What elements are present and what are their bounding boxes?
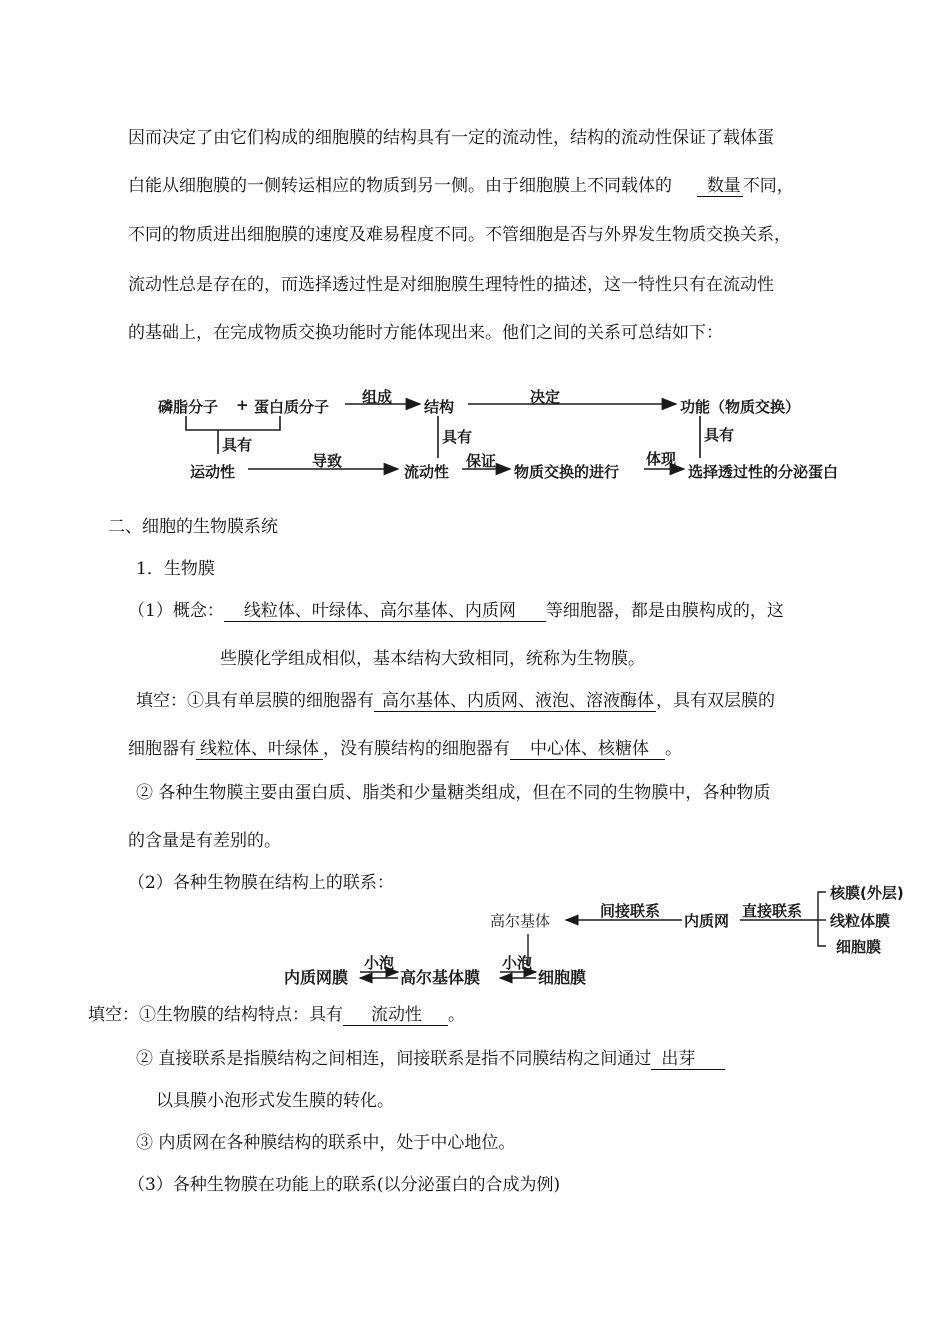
subheading-biomembrane: 1．生物膜 [136,559,215,579]
node-cell-membrane-top: 细胞膜 [836,938,882,956]
answer-double-membrane: 线粒体、叶绿体 [196,739,323,760]
node-golgi: 高尔基体 [490,912,551,930]
node-cell-membrane-bottom: 细胞膜 [538,968,587,987]
fill1-text-c: 细胞器有 [128,739,196,759]
node-selective: 选择透过性的分泌蛋白 [688,463,839,481]
concept-suffix: 等细胞器，都是由膜构成的，这 [545,601,784,621]
label-decide: 决定 [530,388,561,406]
answer-fluidity: 流动性 [343,1005,448,1026]
node-mito-membrane: 线粒体膜 [830,912,891,930]
concept-prefix: （1）概念： [128,601,224,621]
node-structure: 结构 [424,398,455,416]
fill3-line4: ③ 内质网在各种膜结构的联系中，处于中心地位。 [136,1133,516,1153]
node-protein: 蛋白质分子 [254,398,330,416]
label-have-1: 具有 [222,436,253,454]
fill2-line2: 的含量是有差别的。 [128,831,281,851]
answer-single-membrane: 高尔基体、内质网、液泡、溶液酶体 [374,691,656,712]
answer-quantity: 数量 [697,176,743,197]
subheading-structure-link: （2）各种生物膜在结构上的联系： [128,873,394,893]
label-direct: 直接联系 [742,902,803,920]
label-embody: 体现 [646,450,677,468]
fill3-text-c: ② 直接联系是指膜结构之间相连，间接联系是指不同膜结构之间通过 [136,1049,652,1069]
para1-line2-text: 白能从细胞膜的一侧转运相应的物质到另一侧。由于细胞膜上不同载体的 [128,176,672,196]
para1-line5: 的基础上，在完成物质交换功能时方能体现出来。他们之间的关系可总结如下： [128,323,723,343]
concept-line2: 些膜化学组成相似，基本结构大致相同，统称为生物膜。 [220,649,645,669]
node-motility: 运动性 [190,463,236,481]
fill3-line2 [136,1048,725,1070]
label-lead: 导致 [312,452,343,470]
answer-concept: 线粒体、叶绿体、高尔基体、内质网 [224,601,546,622]
node-nuclear-membrane: 核膜(外层) [830,884,904,902]
node-er: 内质网 [684,912,730,930]
node-fluidity: 流动性 [404,463,450,481]
para1-line4: 流动性总是存在的，而选择透过性是对细胞膜生理特性的描述，这一特性只有在流动性 [128,275,774,295]
fill1-text-a: 填空：①具有单层膜的细胞器有 [136,691,374,711]
fill3-text-a: 填空：①生物膜的结构特点：具有 [88,1005,343,1025]
label-vesicle-2: 小泡 [502,954,533,972]
node-plus: + [236,396,249,414]
fill3-text-b: 。 [448,1005,465,1025]
label-have-2: 具有 [442,428,473,446]
para1-line2-tail: 不同， [742,176,794,196]
fill3-line3: 以具膜小泡形式发生膜的转化。 [156,1091,394,1111]
subheading-function-link: （3）各种生物膜在功能上的联系(以分泌蛋白的合成为例) [128,1175,561,1195]
fill1-text-e: 。 [665,739,682,759]
label-compose: 组成 [362,388,393,406]
label-have-3: 具有 [704,426,735,444]
fill3-line1 [88,1004,465,1026]
answer-no-membrane: 中心体、核糖体 [510,739,665,760]
fill1-text-d: ，没有膜结构的细胞器有 [323,739,510,759]
para1-line3: 不同的物质进出细胞膜的速度及难易程度不同。不管细胞是否与外界发生物质交换关系， [128,225,791,245]
label-vesicle-1: 小泡 [364,954,395,972]
node-phospholipid: 磷脂分子 [158,398,219,416]
fill1-text-b: ，具有双层膜的 [656,691,775,711]
node-golgi-membrane: 高尔基体膜 [400,968,481,987]
section-heading: 二、细胞的生物膜系统 [108,517,278,537]
label-indirect: 间接联系 [600,902,661,920]
node-exchange: 物质交换的进行 [514,463,620,481]
fill2-line1: ② 各种生物膜主要由蛋白质、脂类和少量糖类组成，但在不同的生物膜中，各种物质 [136,783,771,803]
answer-budding: 出芽 [651,1049,725,1070]
node-function: 功能（物质交换） [680,398,801,416]
node-er-membrane: 内质网膜 [284,968,349,987]
para1-line1: 因而决定了由它们构成的细胞膜的结构具有一定的流动性，结构的流动性保证了载体蛋 [128,128,774,148]
label-guarantee: 保证 [466,452,497,470]
